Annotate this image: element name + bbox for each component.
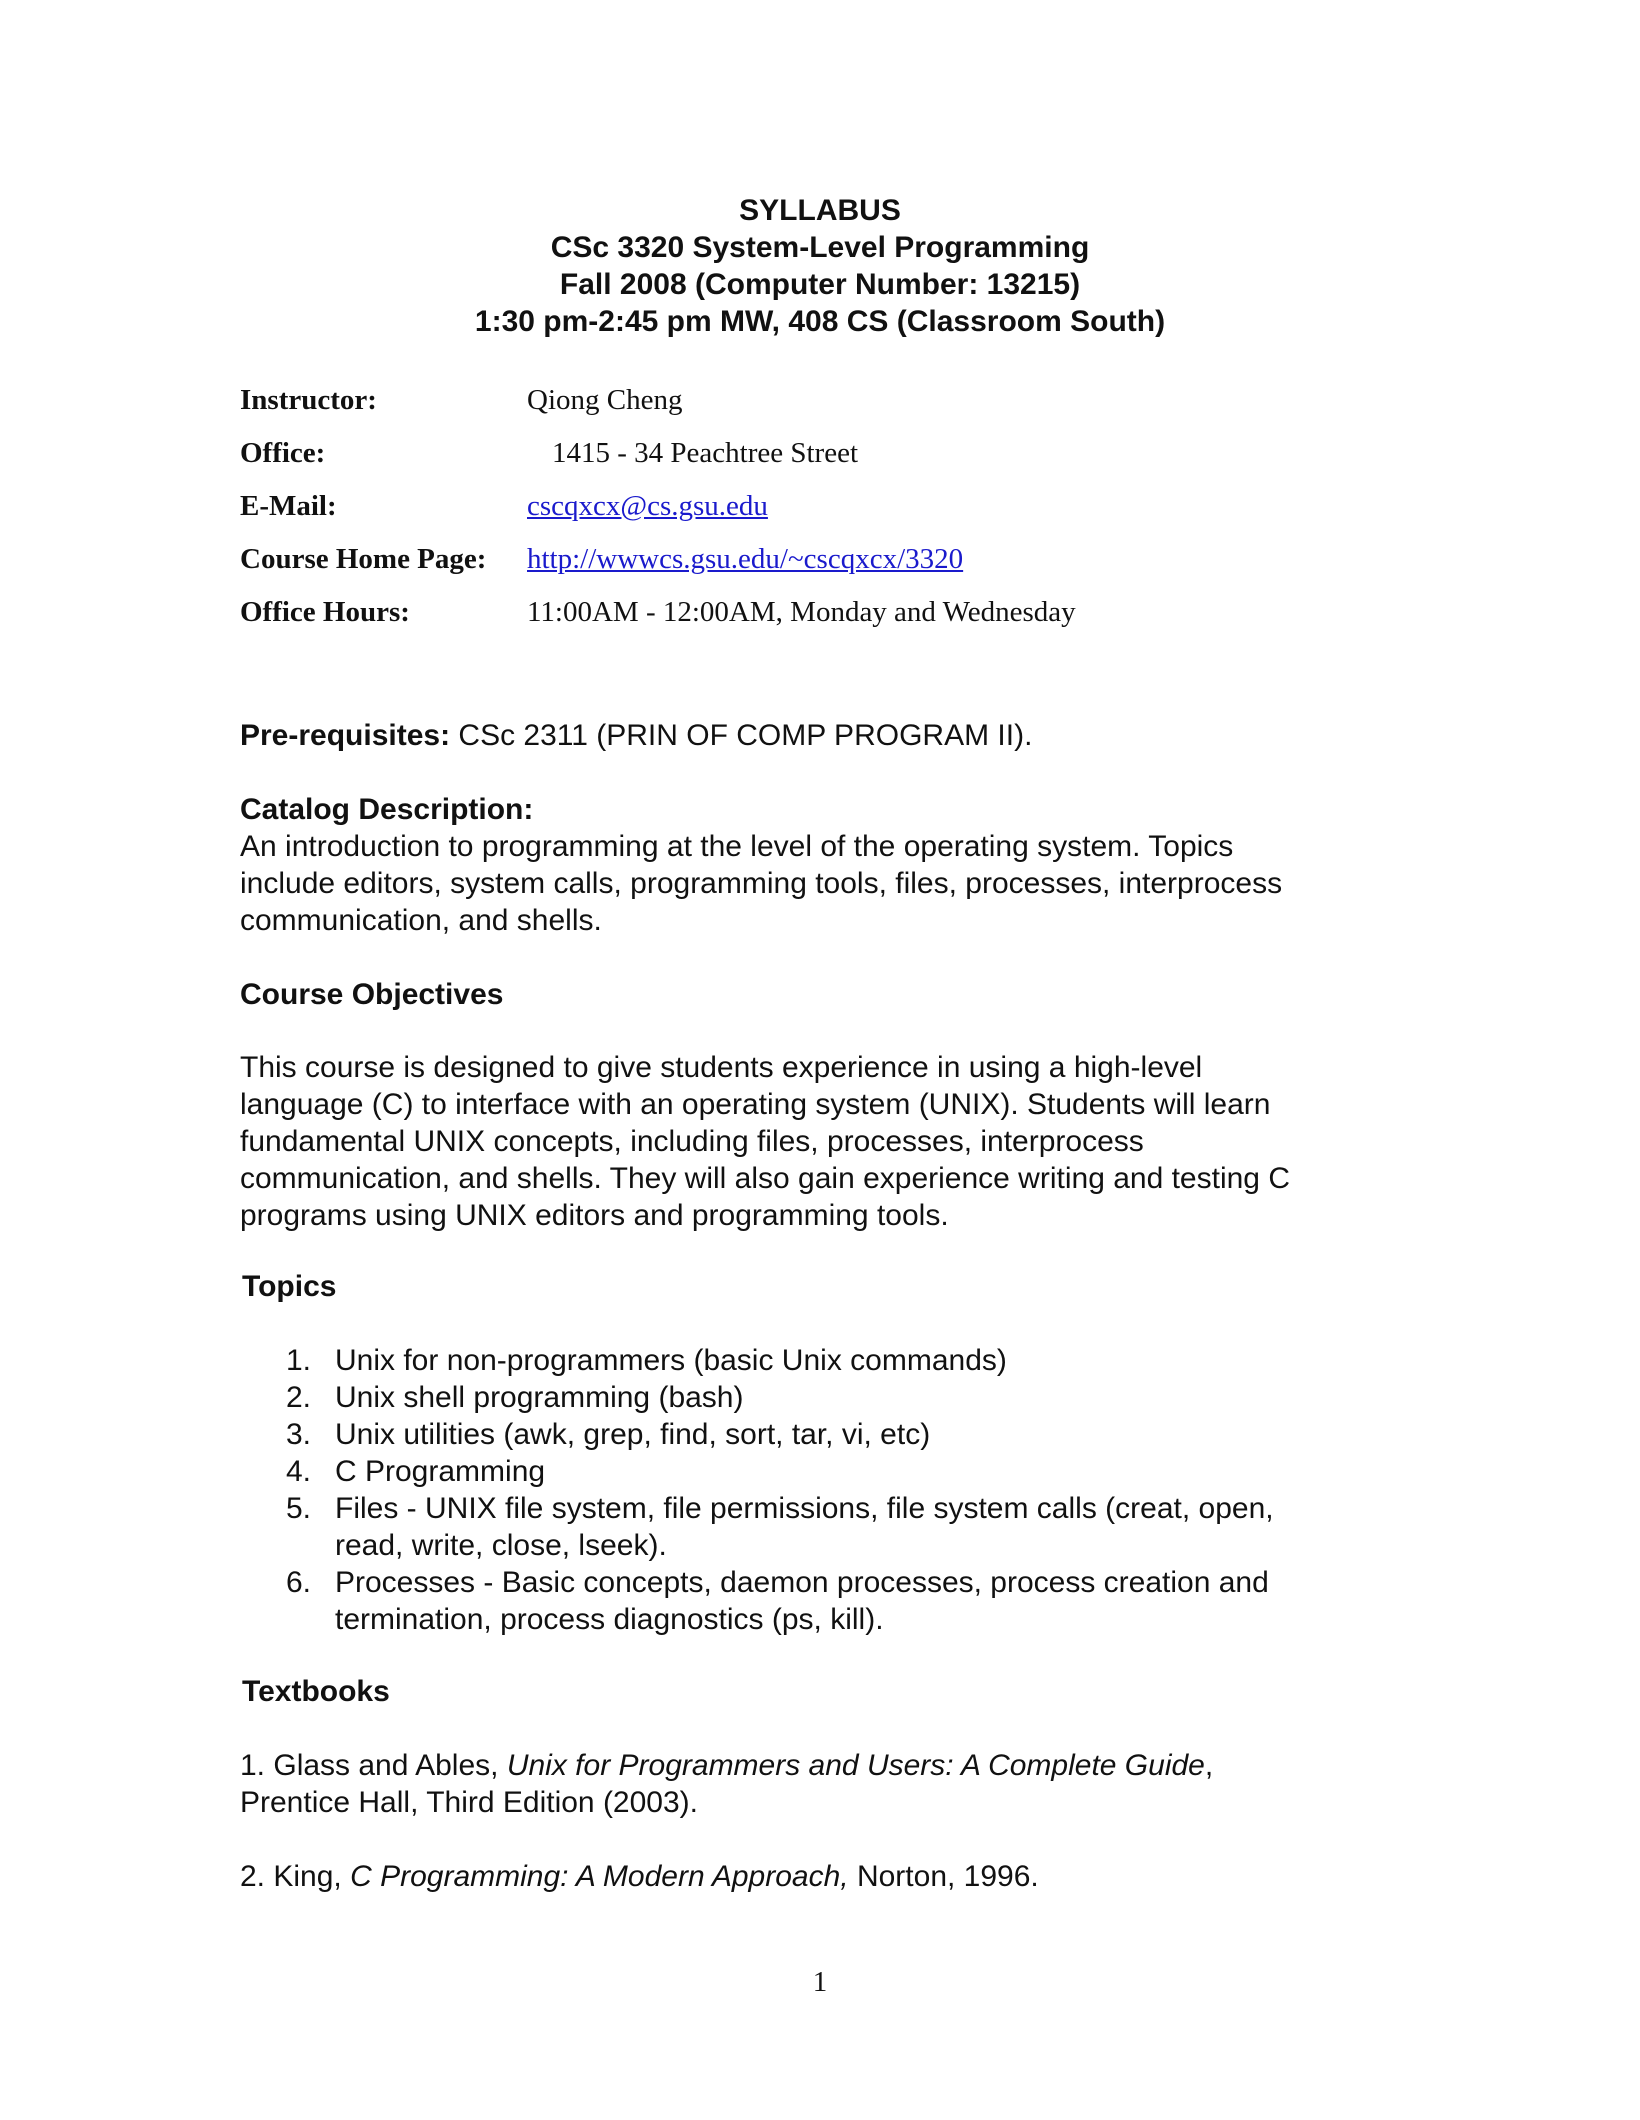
term-line: Fall 2008 (Computer Number: 13215) xyxy=(559,268,1081,301)
textbook-1-title: Unix for Programmers and Users: A Complete Guide xyxy=(506,1749,1205,1782)
textbook-2-author: 2. King, xyxy=(240,1860,351,1893)
objectives-line: communication, and shells. They will also gain experience writing and testing C xyxy=(240,1162,1290,1195)
textbook-1-publisher: Prentice Hall, Third Edition (2003). xyxy=(240,1786,698,1819)
topic-number: 4. xyxy=(286,1455,312,1488)
objectives-line: fundamental UNIX concepts, including files, processes, interprocess xyxy=(240,1125,1144,1158)
topic-item xyxy=(286,1490,1426,1564)
instructor-label: Instructor: xyxy=(240,384,377,416)
homepage-link[interactable]: http://wwwcs.gsu.edu/~cscqxcx/3320 xyxy=(527,543,964,575)
office-hours-value: 11:00AM - 12:00AM, Monday and Wednesday xyxy=(527,596,1076,628)
objectives-line: This course is designed to give students experience in using a high-level xyxy=(240,1051,1203,1084)
office-label: Office: xyxy=(240,437,326,469)
office-hours-label: Office Hours: xyxy=(240,596,410,628)
topic-text: read, write, close, lseek). xyxy=(335,1529,667,1562)
topic-text: Unix shell programming (bash) xyxy=(335,1381,744,1414)
catalog-line: An introduction to programming at the level of the operating system. Topics xyxy=(240,830,1234,863)
objectives-paragraph xyxy=(240,1049,1420,1234)
prerequisites xyxy=(240,717,1420,754)
textbook-1-authors: 1. Glass and Ables, xyxy=(240,1749,507,1782)
topic-text: Unix utilities (awk, grep, find, sort, tar, vi, etc) xyxy=(335,1418,931,1451)
email-link[interactable]: cscqxcx@cs.gsu.edu xyxy=(527,490,768,522)
catalog-heading: Catalog Description: xyxy=(240,793,534,826)
topic-text: Files - UNIX file system, file permissions, file system calls (creat, open, xyxy=(335,1492,1274,1525)
homepage-label: Course Home Page: xyxy=(240,543,487,575)
topic-text: C Programming xyxy=(335,1455,546,1488)
objectives-line: language (C) to interface with an operating system (UNIX). Students will learn xyxy=(240,1088,1271,1121)
topic-number: 3. xyxy=(286,1418,312,1451)
textbook-1-line xyxy=(240,1747,1420,1784)
topic-item xyxy=(286,1564,1426,1638)
topic-number: 2. xyxy=(286,1381,312,1414)
page-number: 1 xyxy=(812,1966,828,1998)
textbook-2-publisher: Norton, 1996. xyxy=(848,1860,1039,1893)
catalog-line: include editors, system calls, programming tools, files, processes, interprocess xyxy=(240,867,1283,900)
catalog-line: communication, and shells. xyxy=(240,904,602,937)
topics-list xyxy=(286,1342,1426,1638)
prerequisites-label: Pre-requisites: xyxy=(240,719,451,752)
topic-item xyxy=(286,1453,1426,1490)
schedule-line: 1:30 pm-2:45 pm MW, 408 CS (Classroom South) xyxy=(474,305,1166,338)
objectives-heading: Course Objectives xyxy=(240,978,504,1011)
catalog-description xyxy=(240,791,1420,939)
objectives-line: programs using UNIX editors and programming tools. xyxy=(240,1199,949,1232)
topics-heading: Topics xyxy=(242,1270,337,1303)
textbook-2-title: C Programming: A Modern Approach, xyxy=(350,1860,849,1893)
topic-number: 6. xyxy=(286,1566,312,1599)
textbook-1-comma: , xyxy=(1204,1749,1214,1782)
textbook-1 xyxy=(240,1747,1420,1821)
textbook-2 xyxy=(240,1858,1420,1895)
topic-item xyxy=(286,1416,1426,1453)
instructor-value: Qiong Cheng xyxy=(527,384,683,416)
title-syllabus: SYLLABUS xyxy=(739,194,901,227)
topic-number: 1. xyxy=(286,1344,312,1377)
prerequisites-value: CSc 2311 (PRIN OF COMP PROGRAM II). xyxy=(450,719,1033,752)
topic-text: Processes - Basic concepts, daemon processes, process creation and xyxy=(335,1566,1269,1599)
topic-item xyxy=(286,1379,1426,1416)
topic-item xyxy=(286,1342,1426,1379)
email-label: E-Mail: xyxy=(240,490,337,522)
topic-number: 5. xyxy=(286,1492,312,1525)
topic-text: Unix for non-programmers (basic Unix commands) xyxy=(335,1344,1007,1377)
title-block xyxy=(0,192,1640,340)
textbooks-heading: Textbooks xyxy=(242,1675,390,1708)
office-value: 1415 - 34 Peachtree Street xyxy=(552,437,859,469)
topic-text: termination, process diagnostics (ps, kill). xyxy=(335,1603,884,1636)
course-title: CSc 3320 System-Level Programming xyxy=(550,231,1090,264)
